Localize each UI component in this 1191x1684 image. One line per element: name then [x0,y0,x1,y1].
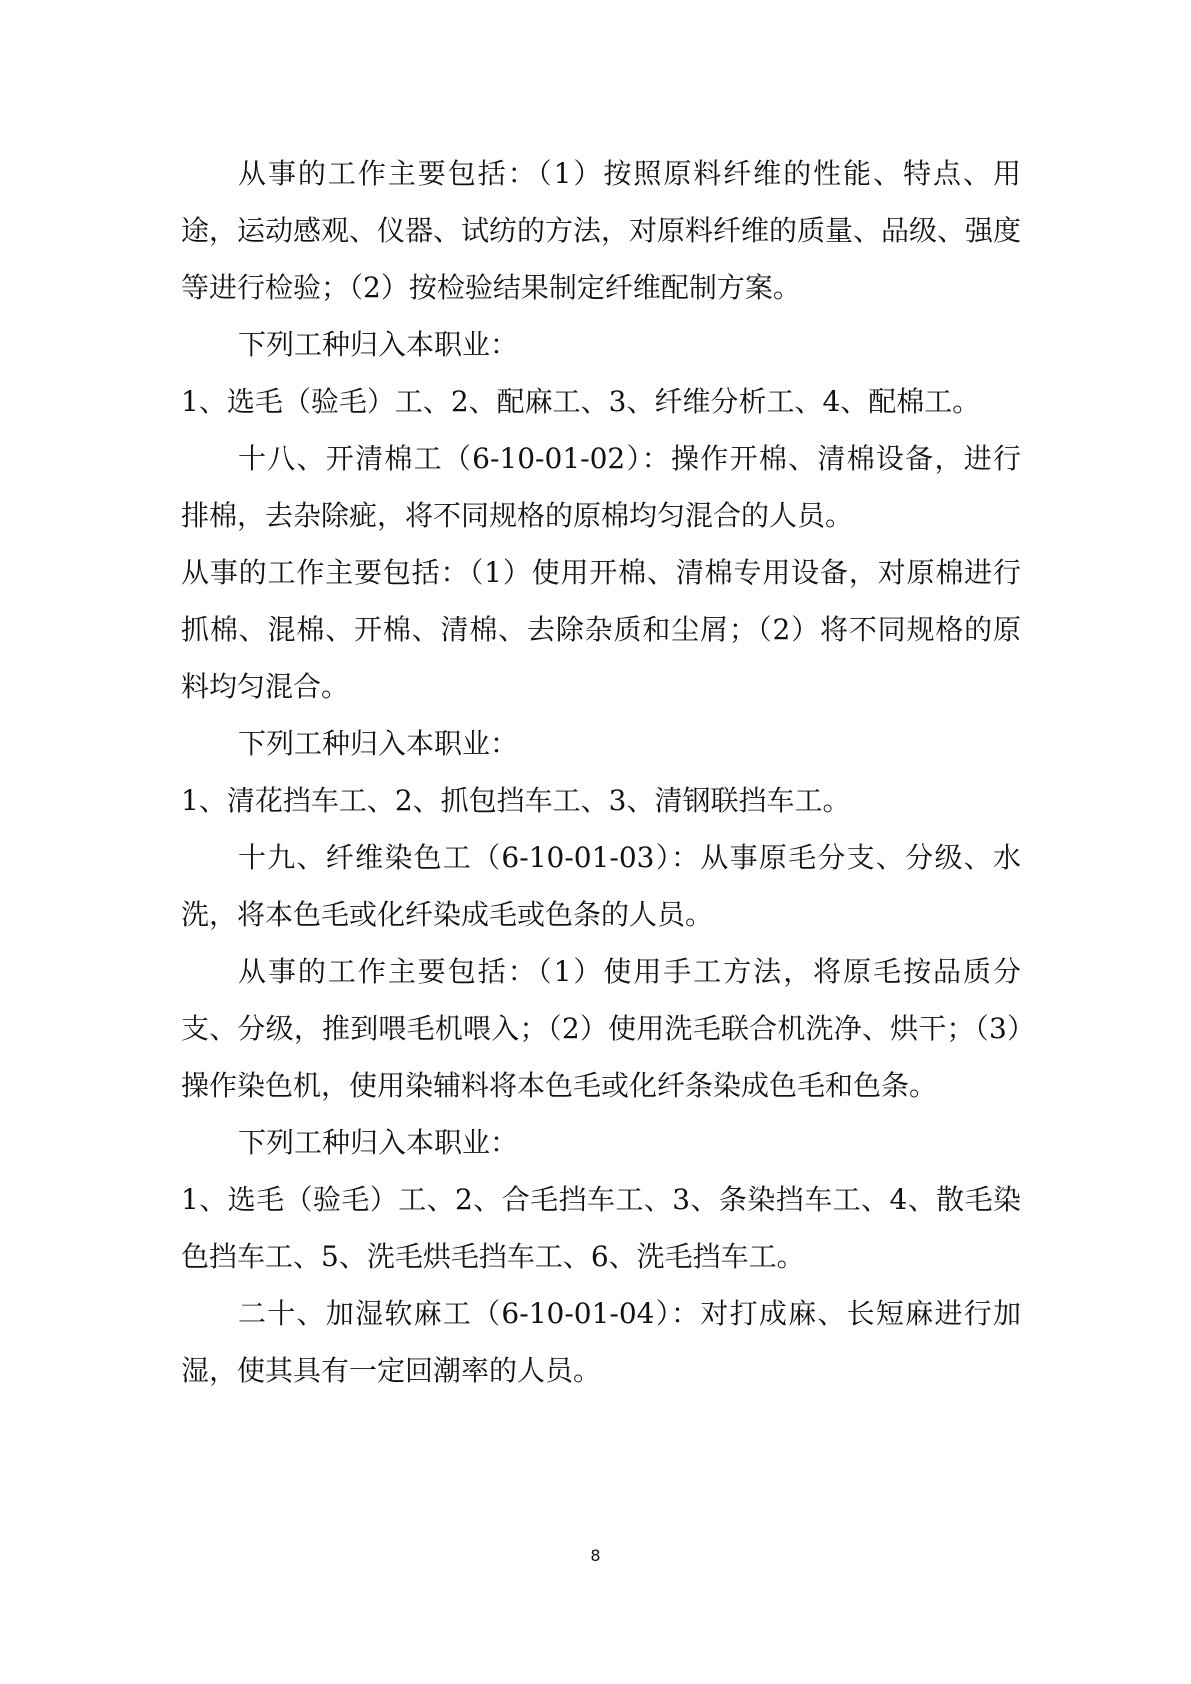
paragraph-section-20: 二十、加湿软麻工（6-10-01-04）：对打成麻、长短麻进行加湿，使其具有一定回潮率的人员。 [181,1297,1021,1387]
paragraph-jobs-heading-18: 下列工种归入本职业： [238,727,519,760]
document-body [181,145,1021,1399]
paragraph-jobs-list-1: 1、选毛（验毛）工、2、配麻工、3、纤维分析工、4、配棉工。 [181,385,981,418]
paragraph-jobs-heading-19: 下列工种归入本职业： [238,1126,519,1159]
paragraph-work-scope-19: 从事的工作主要包括：（1）使用手工方法，将原毛按品质分支、分级，推到喂毛机喂入；（2）使用洗毛联合机洗净、烘干；（3）操作染色机，使用染辅料将本色毛或化纤条染成色毛和色条。 [181,955,1021,1102]
paragraph-section-19: 十九、纤维染色工（6-10-01-03）：从事原毛分支、分级、水洗，将本色毛或化纤染成毛或色条的人员。 [181,841,1021,931]
paragraph-section-18: 十八、开清棉工（6-10-01-02）：操作开棉、清棉设备，进行排棉，去杂除疵，将不同规格的原棉均匀混合的人员。 [181,442,1021,532]
paragraph-jobs-list-19: 1、选毛（验毛）工、2、合毛挡车工、3、条染挡车工、4、散毛染色挡车工、5、洗毛烘毛挡车工、6、洗毛挡车工。 [181,1183,1021,1273]
paragraph-work-scope-18: 从事的工作主要包括：（1）使用开棉、清棉专用设备，对原棉进行抓棉、混棉、开棉、清棉、去除杂质和尘屑；（2）将不同规格的原料均匀混合。 [181,556,1021,703]
page-number: 8 [590,1546,601,1565]
paragraph-work-scope-1: 从事的工作主要包括：（1）按照原料纤维的性能、特点、用途，运动感观、仪器、试纺的方法，对原料纤维的质量、品级、强度等进行检验；（2）按检验结果制定纤维配制方案。 [181,157,1022,304]
paragraph-jobs-list-18: 1、清花挡车工、2、抓包挡车工、3、清钢联挡车工。 [181,784,851,817]
paragraph-jobs-heading-1: 下列工种归入本职业： [238,328,519,361]
